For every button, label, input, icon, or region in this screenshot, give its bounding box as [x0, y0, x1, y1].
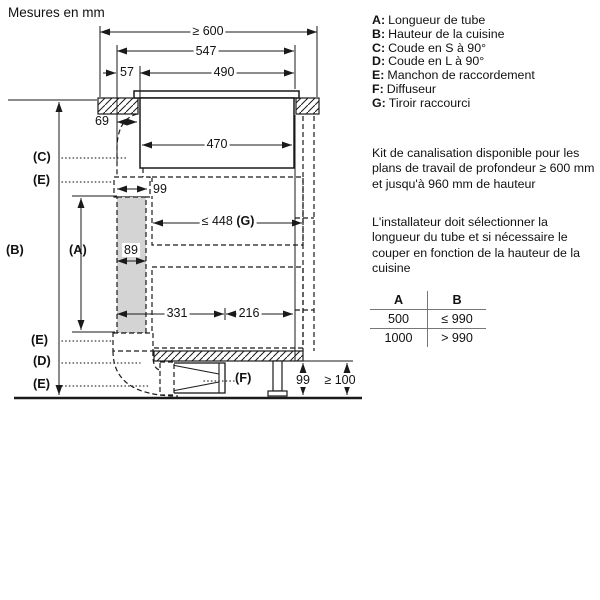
- table-header-B: B: [428, 291, 486, 310]
- table-cell: 1000: [370, 329, 428, 347]
- label-E-middle: (E): [31, 332, 49, 347]
- label-C: (C): [33, 149, 51, 164]
- dim-490: 490: [213, 65, 235, 79]
- vertical-tube: [117, 197, 146, 333]
- dim-drawer-length: [200, 214, 257, 228]
- legend-key-A: A:: [372, 13, 386, 27]
- connector-sleeve-top: [114, 177, 150, 197]
- label-E-top: (E): [33, 172, 51, 187]
- table-cell: > 990: [441, 331, 473, 345]
- dim-bottom-gap: 99: [296, 373, 310, 387]
- dim-connector-width: 99: [153, 182, 167, 196]
- connector-sleeve-bottom: [160, 362, 174, 395]
- dim-547: 547: [195, 44, 217, 58]
- table-row: [370, 329, 486, 347]
- dimension-lines: [8, 26, 353, 395]
- label-E-bottom: (E): [33, 376, 51, 391]
- s-bend-duct: [117, 114, 137, 177]
- legend-key-E: E:: [372, 68, 385, 83]
- dim-drawer-letter: (G): [236, 214, 255, 228]
- legend-item-E: [372, 69, 597, 83]
- label-A: (A): [69, 242, 87, 257]
- dim-floor-clearance: ≥ 100: [324, 373, 356, 387]
- table-cell: ≤ 990: [428, 310, 486, 329]
- legend-item-A: [372, 14, 597, 28]
- dim-57: 57: [120, 65, 134, 79]
- legend-label-A: Longueur de tube: [388, 13, 486, 27]
- label-B: (B): [6, 242, 24, 257]
- dim-69: 69: [95, 114, 109, 128]
- cabinet-structure: [14, 91, 362, 398]
- legend-key-F: F:: [372, 81, 384, 96]
- legend-item-G: [372, 97, 597, 111]
- legend-label-B: Hauteur de la cuisine: [388, 26, 505, 41]
- dim-331: 331: [166, 306, 188, 320]
- page-title: Mesures en mm: [8, 5, 105, 20]
- rear-connector-dashed: [295, 218, 314, 310]
- legend-label-D: Coude en L à 90°: [388, 54, 485, 69]
- ab-table: [370, 291, 486, 347]
- table-cell: 500: [370, 310, 428, 329]
- drawer-upper-outline: [152, 177, 303, 245]
- hob-glass-plate: [134, 91, 299, 98]
- table-header-A: A: [370, 291, 428, 310]
- legend-label-E: Manchon de raccordement: [387, 68, 535, 83]
- cabinet-foot: [268, 391, 287, 396]
- note-kit: Kit de canalisation disponible pour les plans de travail de profondeur ≥ 600 mm et jusqu'à 960 mm de hauteur: [372, 146, 595, 191]
- parts-legend: [372, 14, 597, 111]
- note-installer: L'installateur doit sélectionner la longueur du tube et si nécessaire le couper en fonction de la hauteur de la cuisine: [372, 215, 581, 276]
- worktop-left-section: [98, 98, 138, 114]
- label-F: (F): [235, 370, 252, 385]
- cabinet-bottom-shelf: [154, 351, 303, 361]
- legend-item-F: [372, 83, 597, 97]
- legend-key-B: B:: [372, 26, 386, 41]
- table-row: [370, 310, 486, 329]
- cabinet-leg: [273, 361, 282, 391]
- dim-worktop-depth: ≥ 600: [192, 24, 224, 38]
- legend-label-C: Coude en S à 90°: [388, 40, 487, 55]
- dim-216: 216: [238, 306, 260, 320]
- legend-label-F: Diffuseur: [386, 81, 437, 96]
- dim-drawer-value: ≤ 448: [201, 214, 233, 228]
- worktop-right-section: [296, 98, 319, 114]
- legend-key-D: D:: [372, 54, 386, 69]
- legend-label-G: Tiroir raccourci: [388, 95, 471, 110]
- legend-item-C: [372, 42, 597, 56]
- table-header-row: [370, 291, 486, 310]
- label-D: (D): [33, 353, 51, 368]
- dim-470: 470: [206, 137, 228, 151]
- cabinet-rear-dashed: [303, 116, 314, 351]
- legend-item-D: [372, 55, 597, 69]
- legend-key-C: C:: [372, 40, 386, 55]
- dim-tube-width: 89: [124, 243, 138, 257]
- hob-body: [140, 98, 294, 168]
- diffuser: [172, 363, 225, 393]
- legend-item-B: [372, 28, 597, 42]
- legend-key-G: G:: [372, 95, 386, 110]
- connector-sleeve-middle: [113, 333, 153, 351]
